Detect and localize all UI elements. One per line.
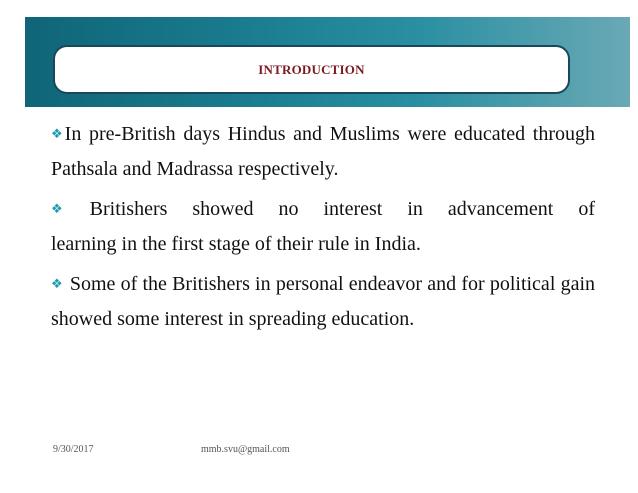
footer-email: mmb.svu@gmail.com [201,444,290,455]
diamond-bullet-icon: ❖ [51,127,63,142]
bullet-text-line1: In pre-British days Hindus and Muslims were educated through Pathsala and Madrassa [51,123,595,180]
diamond-bullet-icon: ❖ [51,277,63,292]
bullet-item [51,192,595,262]
bullet-text-line1: Some of the Britishers in personal endeavor and for political gain showed some interest in spreading [51,273,595,330]
bullet-item [51,267,595,337]
slide-title: INTRODUCTION [258,62,365,77]
bullet-text: respectively. [238,158,339,180]
title-box [53,45,570,94]
bullet-first-line [51,192,595,227]
diamond-bullet-icon: ❖ [51,202,63,217]
bullet-item [51,117,595,187]
bullet-text-line1: Britishers showed no interest in advancement of [89,198,595,220]
footer-date: 9/30/2017 [53,444,94,455]
slide-content [51,117,595,337]
bullet-text: learning in the first stage of their rule in India. [51,233,421,255]
bullet-text: education. [331,308,415,330]
